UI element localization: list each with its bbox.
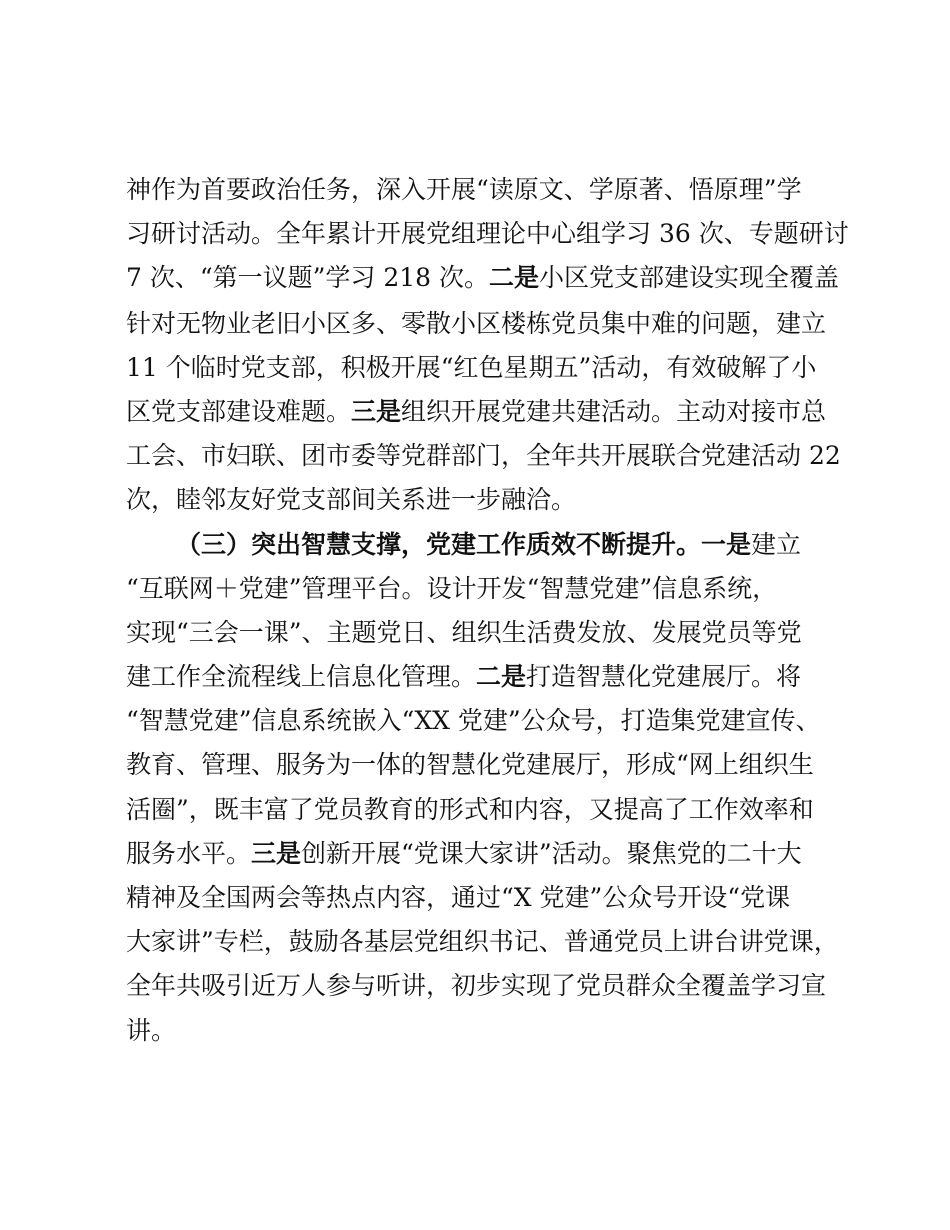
text-line: 大家讲”专栏，鼓励各基层党组织书记、普通党员上讲台讲党课， [126,927,839,956]
text-line: 工会、市妇联、团市委等党群部门，全年共开展联合党建活动 22 [126,441,841,470]
text-line: 神作为首要政治任务，深入开展“读原文、学原著、悟原理”学 [126,175,802,204]
text-line: 精神及全国两会等热点内容，通过“X 党建”公众号开设“党课 [126,883,791,912]
text-line: “智慧党建”信息系统嵌入“XX 党建”公众号，打造集党建宣传、 [126,706,821,735]
section-heading-line: （三）突出智慧支撑，党建工作质效不断提升。一是建立 [176,530,802,559]
text-line: 活圈”，既丰富了党员教育的形式和内容，又提高了工作效率和 [126,795,814,824]
text-line: 7 次、“第一议题”学习 218 次。二是小区党支部建设实现全覆盖 [126,263,840,292]
text-line: 讲。 [126,1016,177,1045]
text-line: 针对无物业老旧小区多、零散小区楼栋党员集中难的问题，建立 [126,309,827,338]
text-line: 习研讨活动。全年累计开展党组理论中心组学习 36 次、专题研讨 [126,219,849,248]
text-line: 全年共吸引近万人参与听讲，初步实现了党员群众全覆盖学习宣 [126,971,827,1000]
text-line: 建工作全流程线上信息化管理。二是打造智慧化党建展厅。将 [126,662,802,691]
text-line: 服务水平。三是创新开展“党课大家讲”活动。聚焦党的二十大 [126,839,802,868]
text-line: 区党支部建设难题。三是组织开展党建共建活动。主动对接市总 [126,397,827,426]
text-line: 次，睦邻友好党支部间关系进一步融洽。 [126,485,577,514]
text-line: 11 个临时党支部，积极开展“红色星期五”活动，有效破解了小 [126,353,817,382]
text-line: 教育、管理、服务为一体的智慧化党建展厅，形成“网上组织生 [126,750,814,779]
text-line: “互联网＋党建”管理平台。设计开发“智慧党建”信息系统， [126,574,778,603]
text-line: 实现“三会一课”、主题党日、组织生活费发放、发展党员等党 [126,618,802,647]
